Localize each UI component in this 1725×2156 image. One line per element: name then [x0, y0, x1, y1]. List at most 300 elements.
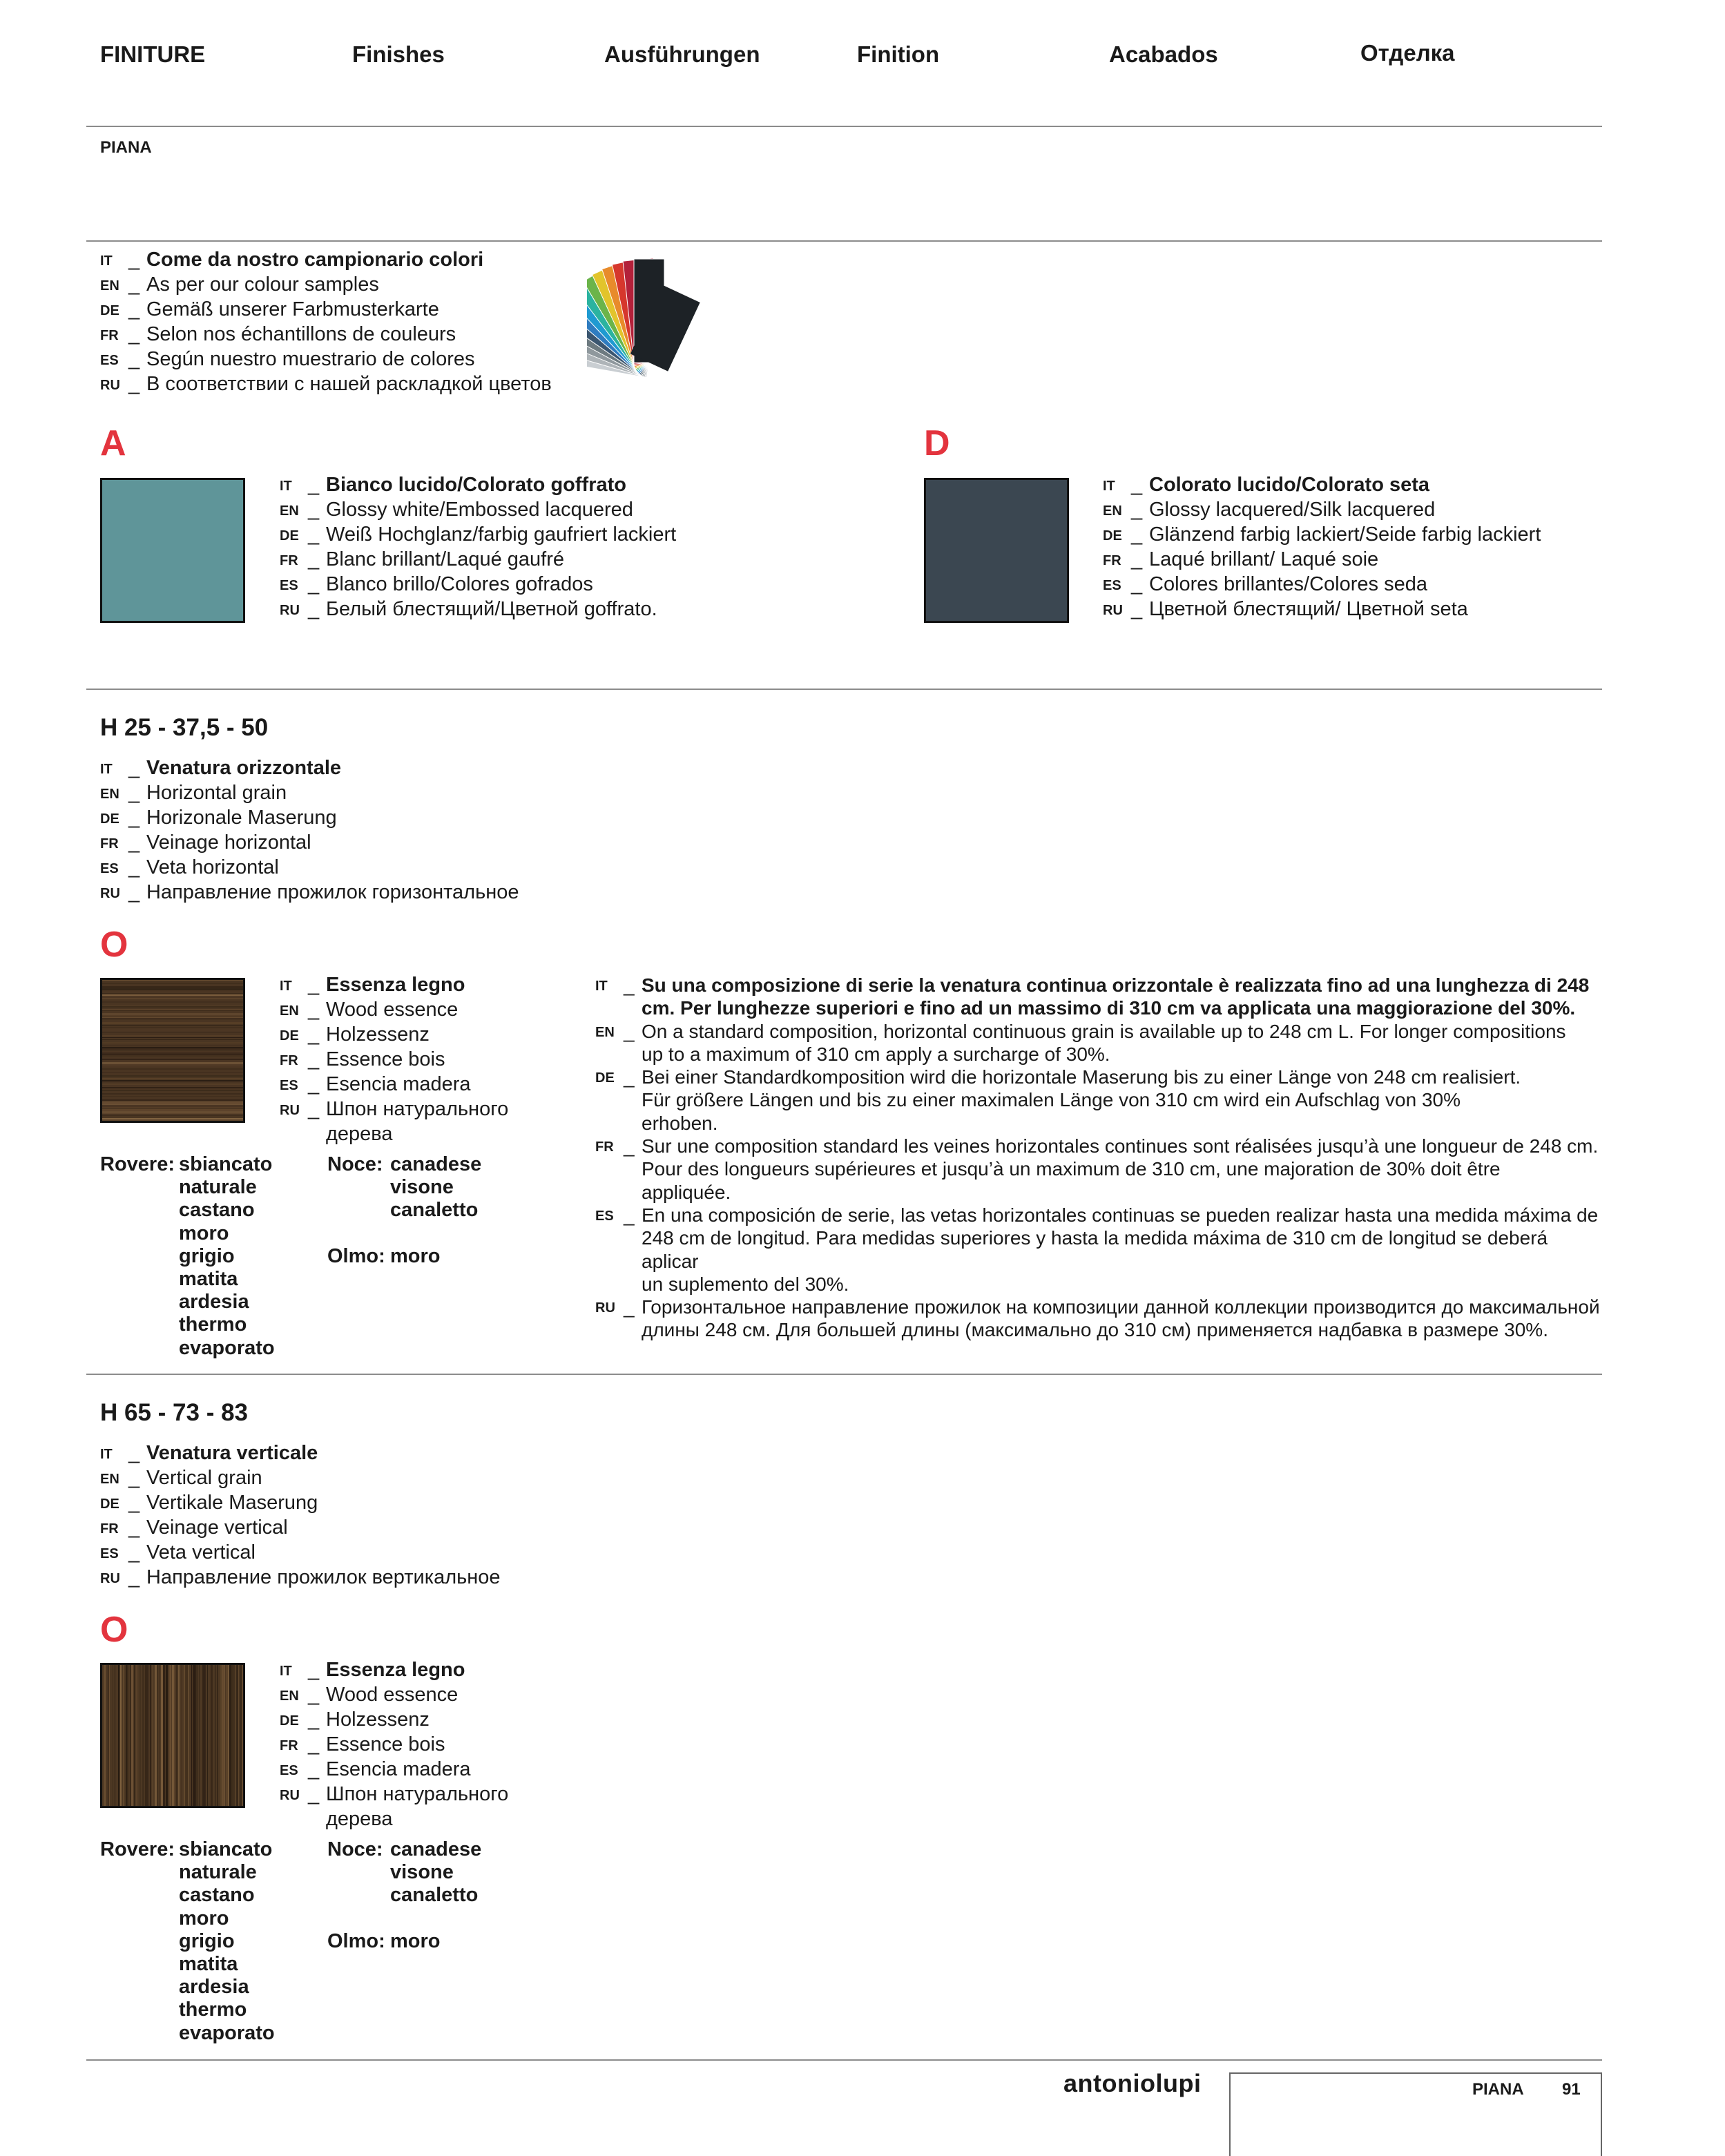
wood-grain-line — [103, 1663, 104, 1808]
wood-grain-line — [100, 1047, 245, 1048]
lang-text: As per our colour samples — [146, 273, 379, 296]
lang-row-it — [100, 249, 552, 273]
lang-text: Blanco brillo/Colores gofrados — [326, 573, 593, 595]
wood-grain-line — [139, 1663, 141, 1808]
wood-grain-line — [191, 1663, 192, 1808]
note-line: Pour des longueurs supérieures et jusqu’à un maximum de 310 cm, une majoration de 30% doit être — [642, 1158, 1501, 1180]
noce-label: Noce: — [327, 1153, 383, 1175]
lang-text: Vertical grain — [146, 1467, 262, 1489]
lang-code: FR — [280, 1738, 298, 1753]
lang-row-en — [100, 782, 519, 807]
lang-text: Bianco lucido/Colorato goffrato — [326, 474, 626, 496]
lang-row-fr — [280, 1048, 508, 1073]
wood-grain-line — [100, 1035, 245, 1037]
dash-separator: _ — [624, 1135, 635, 1157]
lang-row-continuation — [280, 1123, 508, 1146]
lang-code: ES — [1103, 578, 1121, 593]
rovere-item: moro — [179, 1907, 229, 1929]
dash-separator: _ — [308, 1659, 320, 1681]
rovere-item: ardesia — [179, 1976, 249, 1999]
wood-grain-line — [181, 1663, 182, 1808]
wood-grain-line — [118, 1663, 119, 1808]
dash-separator: _ — [128, 1467, 140, 1489]
spacer — [308, 1808, 326, 1831]
lang-code: FR — [595, 1139, 614, 1155]
footer-vline — [1229, 2072, 1231, 2156]
dash-separator: _ — [308, 1073, 320, 1095]
wood-grain-line — [104, 1663, 106, 1808]
lang-code: EN — [100, 787, 119, 802]
lang-row-continuation — [280, 1808, 508, 1831]
footer-product: PIANA — [1472, 2080, 1524, 2099]
wood-grain-line — [100, 998, 245, 999]
section-h1-grain-text — [100, 757, 519, 906]
lang-row-en — [1103, 499, 1541, 523]
wood-grain-line — [100, 1042, 245, 1043]
noce-item: canadese — [390, 1838, 482, 1860]
note-line: Für größere Längen und bis zu einer maximalen Länge von 310 cm wird ein Aufschlag von 30% — [642, 1089, 1461, 1111]
note-line: On a standard composition, horizontal continuous grain is available up to 248 cm L. For longer compositions — [642, 1020, 1566, 1042]
wood-grain-line — [100, 993, 245, 994]
note-line: Горизонтальное направление прожилок на композиции данной коллекции производится до максимальной — [642, 1296, 1600, 1318]
rovere-item: grigio — [179, 1929, 235, 1952]
lang-row-es — [1103, 573, 1541, 598]
lang-row-ru — [100, 373, 552, 398]
dash-separator: _ — [1131, 598, 1143, 620]
wood-grain-line — [100, 1068, 245, 1070]
note-de — [595, 1066, 1601, 1135]
lang-code: ES — [100, 1546, 119, 1561]
lang-code: FR — [1103, 553, 1121, 568]
dash-separator: _ — [128, 348, 140, 370]
lang-row-it — [100, 757, 519, 782]
wood-grain-line — [127, 1663, 128, 1808]
note-en — [595, 1020, 1601, 1066]
lang-code: IT — [100, 1447, 113, 1462]
wood-grain-line — [155, 1663, 157, 1808]
lang-code: ES — [100, 353, 119, 368]
note-line: un suplemento del 30%. — [642, 1273, 849, 1295]
rovere-item: sbiancato — [179, 1153, 273, 1175]
lang-code: IT — [280, 979, 292, 994]
note-text — [642, 1296, 1601, 1342]
footer-page-number: 91 — [1562, 2080, 1581, 2099]
lang-code: RU — [1103, 603, 1123, 618]
wood-grain-line — [240, 1663, 242, 1808]
header-title-fr: Finition — [857, 41, 940, 67]
wood-grain-line — [100, 1075, 245, 1077]
wood-grain-line — [217, 1663, 218, 1808]
header-title-it: FINITURE — [100, 41, 206, 67]
wood-grain-line — [100, 1084, 245, 1085]
lang-code: RU — [595, 1300, 615, 1316]
dash-separator: _ — [1131, 548, 1143, 570]
dash-separator: _ — [624, 1066, 635, 1088]
lang-code: RU — [100, 378, 120, 393]
wood-grain-line — [222, 1663, 224, 1808]
rovere-item: sbiancato — [179, 1838, 273, 1860]
wood-grain-line — [100, 1050, 245, 1051]
wood-grain-line — [100, 1001, 245, 1003]
wood-grain-line — [100, 1113, 245, 1114]
lang-text: Blanc brillant/Laqué gaufré — [326, 548, 565, 570]
footer-hline — [1229, 2072, 1602, 2074]
dash-separator: _ — [128, 856, 140, 878]
wood-grain-line — [185, 1663, 186, 1808]
lang-text: Esencia madera — [326, 1758, 471, 1780]
olmo-item: moro — [390, 1244, 441, 1267]
dash-separator: _ — [624, 1296, 635, 1318]
wood-grain-line — [100, 1062, 245, 1064]
wood-grain-line — [130, 1663, 131, 1808]
lang-text: Glänzend farbig lackiert/Seide farbig lackiert — [1149, 523, 1541, 546]
lang-text: Veta horizontal — [146, 856, 279, 878]
lang-row-fr — [280, 1733, 508, 1758]
lang-text: Essence bois — [326, 1733, 445, 1755]
lang-row-en — [100, 1467, 501, 1492]
wood-grain-line — [166, 1663, 168, 1808]
dash-separator: _ — [308, 1783, 320, 1805]
wood-grain-line — [100, 1064, 245, 1065]
wood-grain-line — [100, 983, 245, 984]
rovere-item: matita — [179, 1953, 238, 1975]
wood-grain-line — [100, 1078, 245, 1079]
lang-row-de — [100, 807, 519, 831]
dash-separator: _ — [308, 474, 320, 496]
lang-code: EN — [100, 278, 119, 293]
wood-grain-line — [238, 1663, 239, 1808]
dash-separator: _ — [308, 1684, 320, 1706]
lang-text: Venatura orizzontale — [146, 757, 342, 779]
lang-code: IT — [100, 253, 113, 269]
lang-row-ru — [280, 1783, 508, 1808]
rovere-item: evaporato — [179, 2021, 275, 2044]
lang-code: FR — [100, 1521, 119, 1537]
wood-grain-line — [100, 1017, 245, 1018]
lang-text: Белый блестящий/Цветной goffrato. — [326, 598, 657, 620]
wood-grain-line — [109, 1663, 110, 1808]
wood-grain-line — [194, 1663, 196, 1808]
lang-row-fr — [100, 831, 519, 856]
rovere-item: grigio — [179, 1244, 235, 1267]
lang-row-en — [280, 499, 676, 523]
wood-grain-line — [176, 1663, 177, 1808]
wood-grain-line — [100, 1025, 245, 1026]
dash-separator: _ — [128, 1492, 140, 1514]
lang-code: ES — [100, 861, 119, 876]
lang-code: IT — [280, 1664, 292, 1679]
spacer — [280, 1808, 308, 1831]
dash-separator: _ — [308, 598, 320, 620]
lang-text: Glossy lacquered/Silk lacquered — [1149, 499, 1436, 521]
lang-text: Vertikale Maserung — [146, 1492, 318, 1514]
wood-grain-line — [100, 1119, 245, 1121]
wood-grain-line — [211, 1663, 213, 1808]
wood-grain-line — [236, 1663, 238, 1808]
wood-grain-line — [136, 1663, 137, 1808]
dash-separator: _ — [624, 1204, 635, 1226]
spacer — [308, 1123, 326, 1146]
lang-text: Horizontal grain — [146, 782, 287, 804]
wood-grain-line — [163, 1663, 165, 1808]
lang-code: ES — [280, 1078, 298, 1093]
note-text — [642, 1020, 1601, 1066]
wood-grain-line — [100, 1072, 245, 1073]
wood-grain-line — [100, 1055, 245, 1057]
lang-row-es — [100, 856, 519, 881]
section-h1-wood-text — [280, 974, 508, 1146]
note-line: Sur une composition standard les veines horizontales continues sont réalisées jusqu’à une longueur de 248 cm. — [642, 1135, 1599, 1157]
lang-row-ru — [100, 881, 519, 906]
dash-separator: _ — [128, 249, 140, 271]
note-line: Bei einer Standardkomposition wird die horizontale Maserung bis zu einer Länge von 248 cm realisiert. — [642, 1066, 1521, 1088]
header-title-en: Finishes — [352, 41, 445, 67]
rovere-label: Rovere: — [100, 1153, 175, 1175]
dash-separator: _ — [308, 974, 320, 996]
lang-text: Come da nostro campionario colori — [146, 249, 484, 271]
lang-row-de — [280, 523, 676, 548]
lang-row-ru — [100, 1566, 501, 1591]
section-h1-title: H 25 - 37,5 - 50 — [100, 714, 269, 741]
wood-grain-line — [147, 1663, 148, 1808]
lang-code: DE — [100, 811, 119, 827]
header-title-es: Acabados — [1109, 41, 1218, 67]
lang-code: RU — [280, 1788, 300, 1803]
product-label: PIANA — [100, 138, 152, 157]
wood-grain-line — [157, 1663, 158, 1808]
olmo-label: Olmo: — [327, 1929, 385, 1952]
rovere-label: Rovere: — [100, 1838, 175, 1860]
lang-text: Laqué brillant/ Laqué soie — [1149, 548, 1379, 570]
note-es — [595, 1204, 1601, 1296]
wood-grain-line — [188, 1663, 189, 1808]
lang-text: Essenza legno — [326, 974, 465, 996]
rovere-item: thermo — [179, 1313, 247, 1336]
lang-code: FR — [100, 328, 119, 343]
dash-separator: _ — [308, 1733, 320, 1755]
lang-code: DE — [280, 528, 299, 543]
rovere-item: moro — [179, 1222, 229, 1244]
wood-grain-line — [231, 1663, 233, 1808]
dash-separator: _ — [624, 1020, 635, 1042]
noce-item: canaletto — [390, 1884, 479, 1907]
wood-grain-line — [226, 1663, 228, 1808]
wood-grain-line — [100, 1027, 245, 1028]
wood-grain-line — [199, 1663, 200, 1808]
wood-grain-line — [100, 1032, 245, 1033]
lang-code: ES — [595, 1208, 614, 1224]
rovere-item: matita — [179, 1268, 238, 1290]
lang-code: EN — [595, 1024, 615, 1040]
lang-row-it — [280, 974, 508, 999]
wood-grain-line — [100, 1093, 245, 1095]
wood-grain-line — [100, 1087, 245, 1088]
finish-d-swatch — [924, 478, 1069, 623]
spacer — [280, 1123, 308, 1146]
lang-row-ru — [280, 598, 676, 623]
note-text — [642, 1066, 1601, 1135]
finish-a-letter: A — [100, 423, 126, 463]
note-it — [595, 974, 1601, 1020]
wood-grain-line — [100, 1039, 245, 1040]
note-text — [642, 1135, 1601, 1204]
lang-row-en — [280, 1684, 508, 1709]
lang-code: EN — [280, 1688, 299, 1704]
noce-item: canaletto — [390, 1199, 479, 1222]
lang-code: FR — [280, 1053, 298, 1068]
lang-code: RU — [280, 603, 300, 618]
lang-text: Шпон натурального — [326, 1783, 509, 1805]
dash-separator: _ — [128, 373, 140, 395]
lang-text: Holzessenz — [326, 1709, 430, 1731]
lang-row-ru — [280, 1098, 508, 1123]
lang-row-ru — [1103, 598, 1541, 623]
note-fr — [595, 1135, 1601, 1204]
lang-code: EN — [1103, 503, 1122, 519]
wood-grain-line — [134, 1663, 135, 1808]
dash-separator: _ — [308, 499, 320, 521]
lang-code: IT — [280, 479, 292, 494]
dash-separator: _ — [308, 548, 320, 570]
note-line: Su una composizione di serie la venatura continua orizzontale è realizzata fino ad una lunghezza di 248 — [642, 974, 1590, 996]
lang-text: Wood essence — [326, 999, 459, 1021]
lang-row-es — [280, 1758, 508, 1783]
lang-code: IT — [1103, 479, 1115, 494]
note-line: appliquée. — [642, 1181, 731, 1203]
lang-text: Esencia madera — [326, 1073, 471, 1095]
lang-text: Venatura verticale — [146, 1442, 318, 1464]
rovere-item: ardesia — [179, 1291, 249, 1313]
lang-row-fr — [280, 548, 676, 573]
rovere-item: evaporato — [179, 1336, 275, 1359]
wood-grain-line — [173, 1663, 175, 1808]
dash-separator: _ — [128, 273, 140, 296]
lang-row-fr — [1103, 548, 1541, 573]
note-line: En una composición de serie, las vetas horizontales continuas se pueden realizar hasta una medida máxima de — [642, 1204, 1599, 1226]
lang-text: Направление прожилок вертикальное — [146, 1566, 501, 1588]
divider — [86, 240, 1602, 242]
lang-row-de — [280, 1709, 508, 1733]
rovere-item: naturale — [179, 1861, 257, 1884]
wood-grain-line — [100, 1080, 245, 1081]
lang-row-es — [280, 573, 676, 598]
dash-separator: _ — [308, 1048, 320, 1070]
vertical-wood-swatch — [100, 1663, 245, 1808]
wood-grain-line — [100, 994, 245, 996]
olmo-label: Olmo: — [327, 1244, 385, 1267]
divider — [86, 126, 1602, 127]
dash-separator: _ — [1131, 523, 1143, 546]
lang-row-it — [100, 1442, 501, 1467]
dash-separator: _ — [128, 807, 140, 829]
lang-code: RU — [280, 1103, 300, 1118]
wood-grain-line — [224, 1663, 225, 1808]
lang-row-it — [280, 1659, 508, 1684]
rovere-item: castano — [179, 1884, 255, 1907]
lang-row-fr — [100, 1517, 501, 1541]
divider — [86, 689, 1602, 690]
noce-label: Noce: — [327, 1838, 383, 1860]
wood-grain-line — [100, 1048, 245, 1050]
dash-separator: _ — [128, 1566, 140, 1588]
dash-separator: _ — [128, 1442, 140, 1464]
dash-separator: _ — [308, 1758, 320, 1780]
wood-grain-line — [100, 1102, 245, 1104]
dash-separator: _ — [128, 1541, 140, 1563]
footer-divider — [86, 2059, 1602, 2061]
lang-code: DE — [280, 1028, 299, 1043]
lang-code: EN — [100, 1472, 119, 1487]
wood-grain-line — [123, 1663, 124, 1808]
wood-grain-line — [100, 1006, 245, 1008]
lang-code: DE — [595, 1070, 615, 1086]
lang-row-en — [280, 999, 508, 1023]
lang-text: Según nuestro muestrario de colores — [146, 348, 475, 370]
lang-row-de — [280, 1023, 508, 1048]
lang-text: Selon nos échantillons de couleurs — [146, 323, 456, 345]
wood-grain-line — [100, 1059, 245, 1060]
lang-text: дерева — [326, 1123, 393, 1145]
dash-separator: _ — [308, 1709, 320, 1731]
lang-text: Colores brillantes/Colores seda — [1149, 573, 1427, 595]
lang-text: дерева — [326, 1808, 393, 1830]
section-h1-notes — [595, 974, 1601, 1342]
note-ru — [595, 1296, 1601, 1342]
lang-text: Wood essence — [326, 1684, 459, 1706]
wood-grain-line — [100, 986, 245, 988]
wood-grain-line — [131, 1663, 133, 1808]
lang-text: Glossy white/Embossed lacquered — [326, 499, 633, 521]
wood-grain-line — [100, 1090, 245, 1091]
dash-separator: _ — [128, 1517, 140, 1539]
wood-grain-line — [207, 1663, 208, 1808]
lang-row-en — [100, 273, 552, 298]
header-title-ru: Отделка — [1360, 40, 1455, 66]
rovere-item: naturale — [179, 1176, 257, 1199]
lang-text: В соответствии с нашей раскладкой цветов — [146, 373, 552, 395]
lang-code: ES — [280, 1763, 298, 1778]
wood-grain-line — [100, 988, 245, 990]
wood-grain-line — [100, 1109, 245, 1111]
noce-item: canadese — [390, 1153, 482, 1175]
lang-code: EN — [280, 503, 299, 519]
lang-text: Horizonale Maserung — [146, 807, 337, 829]
divider — [86, 1374, 1602, 1375]
lang-text: Essenza legno — [326, 1659, 465, 1681]
wood-grain-line — [161, 1663, 163, 1808]
rovere-item: castano — [179, 1199, 255, 1222]
dash-separator: _ — [308, 1023, 320, 1046]
lang-row-es — [100, 1541, 501, 1566]
wood-grain-line — [159, 1663, 160, 1808]
dash-separator: _ — [1131, 499, 1143, 521]
dash-separator: _ — [1131, 573, 1143, 595]
lang-row-es — [280, 1073, 508, 1098]
wood-grain-line — [100, 1096, 245, 1097]
dash-separator: _ — [624, 974, 635, 996]
dash-separator: _ — [128, 323, 140, 345]
wood-grain-line — [100, 1015, 245, 1017]
noce-item: visone — [390, 1176, 454, 1199]
wood-grain-line — [100, 1054, 245, 1055]
lang-row-de — [1103, 523, 1541, 548]
wood-grain-line — [100, 1099, 245, 1101]
lang-row-it — [1103, 474, 1541, 499]
wood-grain-line — [100, 1104, 245, 1105]
footer-vline-right — [1601, 2072, 1602, 2156]
section-h2-letter: O — [100, 1610, 128, 1650]
lang-text: Veinage horizontal — [146, 831, 311, 854]
